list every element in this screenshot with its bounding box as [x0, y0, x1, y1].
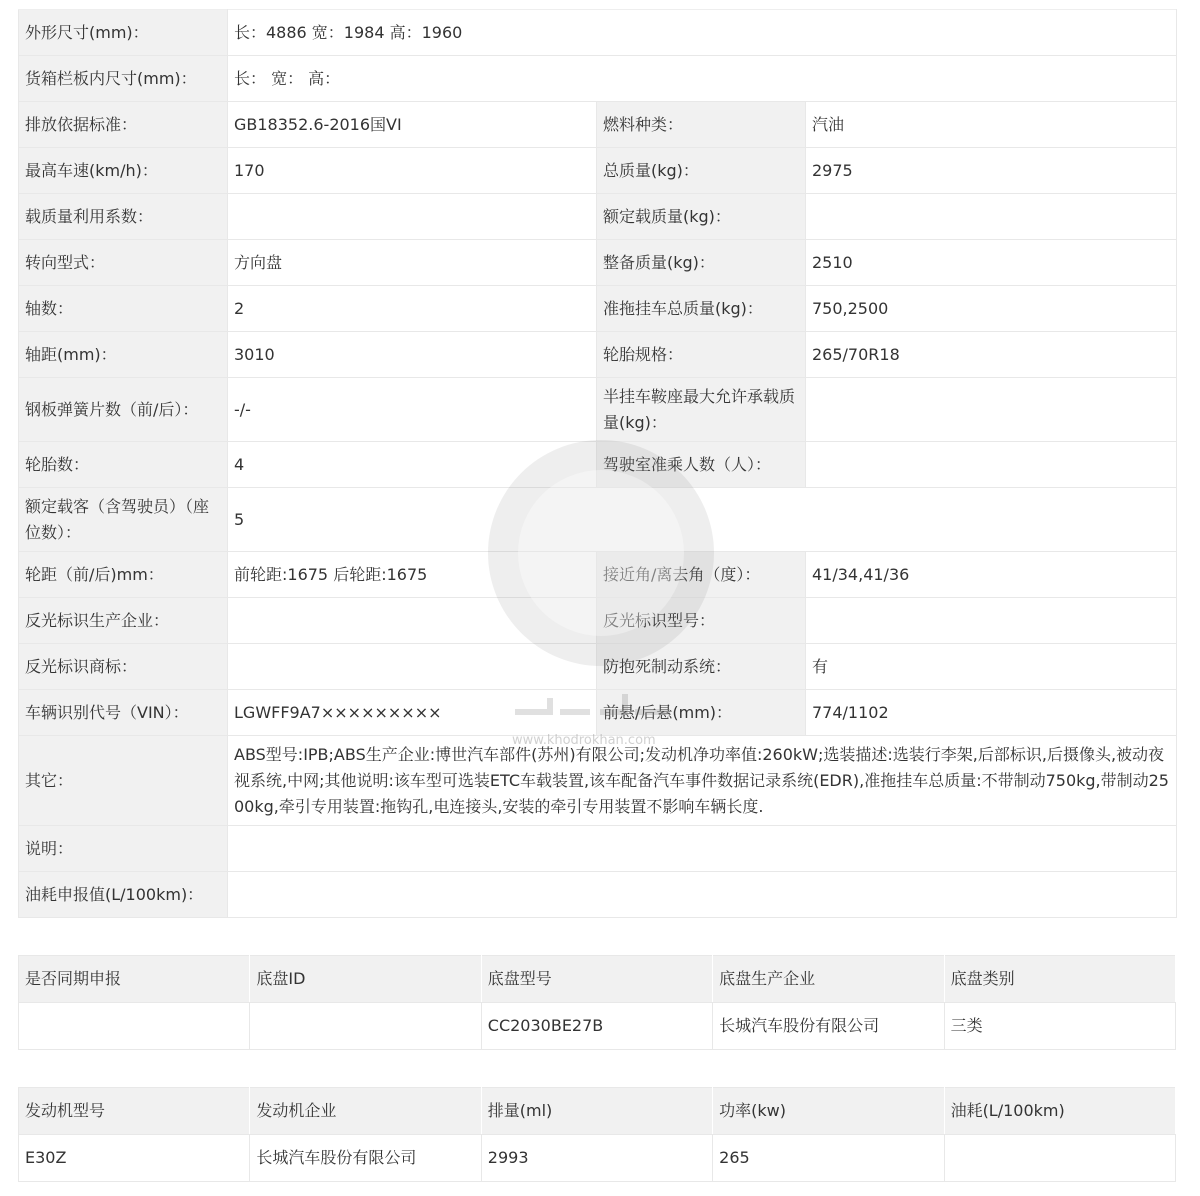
spec-label: 转向型式： [19, 240, 228, 286]
spec-row [19, 598, 1177, 644]
spec-value [806, 598, 1177, 644]
spec-row [19, 442, 1177, 488]
spec-value [806, 442, 1177, 488]
spec-label: 反光标识商标： [19, 644, 228, 690]
spec-value: GB18352.6-2016国VI [228, 102, 597, 148]
engine-cell: 长城汽车股份有限公司 [250, 1135, 481, 1182]
spec-value: 有 [806, 644, 1177, 690]
spec-label: 驾驶室准乘人数（人）： [597, 442, 806, 488]
spec-label: 前悬/后悬(mm)： [597, 690, 806, 736]
spec-value: ABS型号:IPB;ABS生产企业:博世汽车部件(苏州)有限公司;发动机净功率值:260kW;选装描述:选装行李架,后部标识,后摄像头,被动夜视系统,中网;其他说明:该车型可选装ETC车载装置,该车配备汽车事件数据记录系统(EDR),准拖挂车总质量:不带制动750kg,带制动2500kg,牵引专用装置:拖钩孔,电连接头,安装的牵引专用装置不影响车辆长度. [228, 736, 1177, 826]
spec-row [19, 194, 1177, 240]
chassis-cell: 三类 [944, 1003, 1175, 1050]
spec-value: 5 [228, 488, 1177, 552]
chassis-data-row [19, 1003, 1176, 1050]
engine-data-row [19, 1135, 1176, 1182]
spec-label: 额定载质量(kg)： [597, 194, 806, 240]
spec-value: 2975 [806, 148, 1177, 194]
spec-label: 额定载客（含驾驶员）（座位数）： [19, 488, 228, 552]
chassis-header-cell: 底盘ID [250, 956, 481, 1003]
spec-row-note [19, 826, 1177, 872]
spec-value [228, 872, 1177, 918]
engine-header-cell: 发动机企业 [250, 1088, 481, 1135]
spec-label: 其它： [19, 736, 228, 826]
spec-label: 车辆识别代号（VIN）： [19, 690, 228, 736]
spec-value: LGWFF9A7××××××××× [228, 690, 597, 736]
engine-cell: 265 [713, 1135, 944, 1182]
spec-row [19, 378, 1177, 442]
spec-value: 方向盘 [228, 240, 597, 286]
spec-label: 反光标识生产企业： [19, 598, 228, 644]
chassis-cell [250, 1003, 481, 1050]
spec-value: 长：4886 宽：1984 高：1960 [228, 10, 1177, 56]
chassis-header-cell: 底盘生产企业 [713, 956, 944, 1003]
spec-label: 整备质量(kg)： [597, 240, 806, 286]
spec-row [19, 644, 1177, 690]
spec-value [228, 826, 1177, 872]
vehicle-spec-table [18, 9, 1177, 918]
spec-value: -/- [228, 378, 597, 442]
engine-header-cell: 排量(ml) [481, 1088, 712, 1135]
spec-row-fuel [19, 872, 1177, 918]
engine-header-cell: 功率(kw) [713, 1088, 944, 1135]
spec-value [806, 378, 1177, 442]
spec-row-dimensions [19, 10, 1177, 56]
engine-header-cell: 发动机型号 [19, 1088, 250, 1135]
chassis-header-row [19, 956, 1176, 1003]
watermark-url: www.khodrokhan.com [512, 733, 656, 748]
spec-label: 轴数： [19, 286, 228, 332]
spec-label: 轮距（前/后)mm： [19, 552, 228, 598]
engine-cell: E30Z [19, 1135, 250, 1182]
spec-label: 钢板弹簧片数（前/后）： [19, 378, 228, 442]
spec-value [806, 194, 1177, 240]
spec-value: 750,2500 [806, 286, 1177, 332]
spec-value: 2510 [806, 240, 1177, 286]
spec-row [19, 240, 1177, 286]
engine-cell [944, 1135, 1175, 1182]
spec-label: 载质量利用系数： [19, 194, 228, 240]
chassis-header-cell: 底盘型号 [481, 956, 712, 1003]
spec-value: 265/70R18 [806, 332, 1177, 378]
spec-value: 汽油 [806, 102, 1177, 148]
spec-row [19, 148, 1177, 194]
spec-row-cargo [19, 56, 1177, 102]
spec-value: 170 [228, 148, 597, 194]
spec-row [19, 552, 1177, 598]
spec-label: 总质量(kg)： [597, 148, 806, 194]
spec-label: 轴距(mm)： [19, 332, 228, 378]
spec-row [19, 690, 1177, 736]
spec-row-passengers [19, 488, 1177, 552]
spec-label: 说明： [19, 826, 228, 872]
engine-table [18, 1087, 1176, 1182]
spec-value [228, 644, 597, 690]
chassis-cell: 长城汽车股份有限公司 [713, 1003, 944, 1050]
spec-label: 排放依据标准： [19, 102, 228, 148]
spec-label: 油耗申报值(L/100km)： [19, 872, 228, 918]
spec-label: 货箱栏板内尺寸(mm)： [19, 56, 228, 102]
spec-label: 防抱死制动系统： [597, 644, 806, 690]
chassis-table [18, 955, 1176, 1050]
spec-row [19, 102, 1177, 148]
spec-row [19, 332, 1177, 378]
spec-value: 2 [228, 286, 597, 332]
spec-label: 外形尺寸(mm)： [19, 10, 228, 56]
spec-label: 反光标识型号： [597, 598, 806, 644]
spec-value: 长： 宽： 高： [228, 56, 1177, 102]
spec-value [228, 194, 597, 240]
spec-label: 轮胎数： [19, 442, 228, 488]
spec-label: 燃料种类： [597, 102, 806, 148]
spec-label: 轮胎规格： [597, 332, 806, 378]
spec-sheet [18, 9, 1176, 1182]
spec-label: 准拖挂车总质量(kg)： [597, 286, 806, 332]
engine-cell: 2993 [481, 1135, 712, 1182]
chassis-header-cell: 底盘类别 [944, 956, 1175, 1003]
chassis-cell [19, 1003, 250, 1050]
spec-label: 半挂车鞍座最大允许承载质量(kg)： [597, 378, 806, 442]
spec-value [228, 598, 597, 644]
spec-value: 前轮距:1675 后轮距:1675 [228, 552, 597, 598]
spec-label: 最高车速(km/h)： [19, 148, 228, 194]
spec-value: 774/1102 [806, 690, 1177, 736]
spec-row-other [19, 736, 1177, 826]
chassis-header-cell: 是否同期申报 [19, 956, 250, 1003]
spec-row [19, 286, 1177, 332]
chassis-cell: CC2030BE27B [481, 1003, 712, 1050]
spec-value: 41/34,41/36 [806, 552, 1177, 598]
spec-value: 3010 [228, 332, 597, 378]
spec-label: 接近角/离去角（度）： [597, 552, 806, 598]
engine-header-row [19, 1088, 1176, 1135]
spec-value: 4 [228, 442, 597, 488]
engine-header-cell: 油耗(L/100km) [944, 1088, 1175, 1135]
